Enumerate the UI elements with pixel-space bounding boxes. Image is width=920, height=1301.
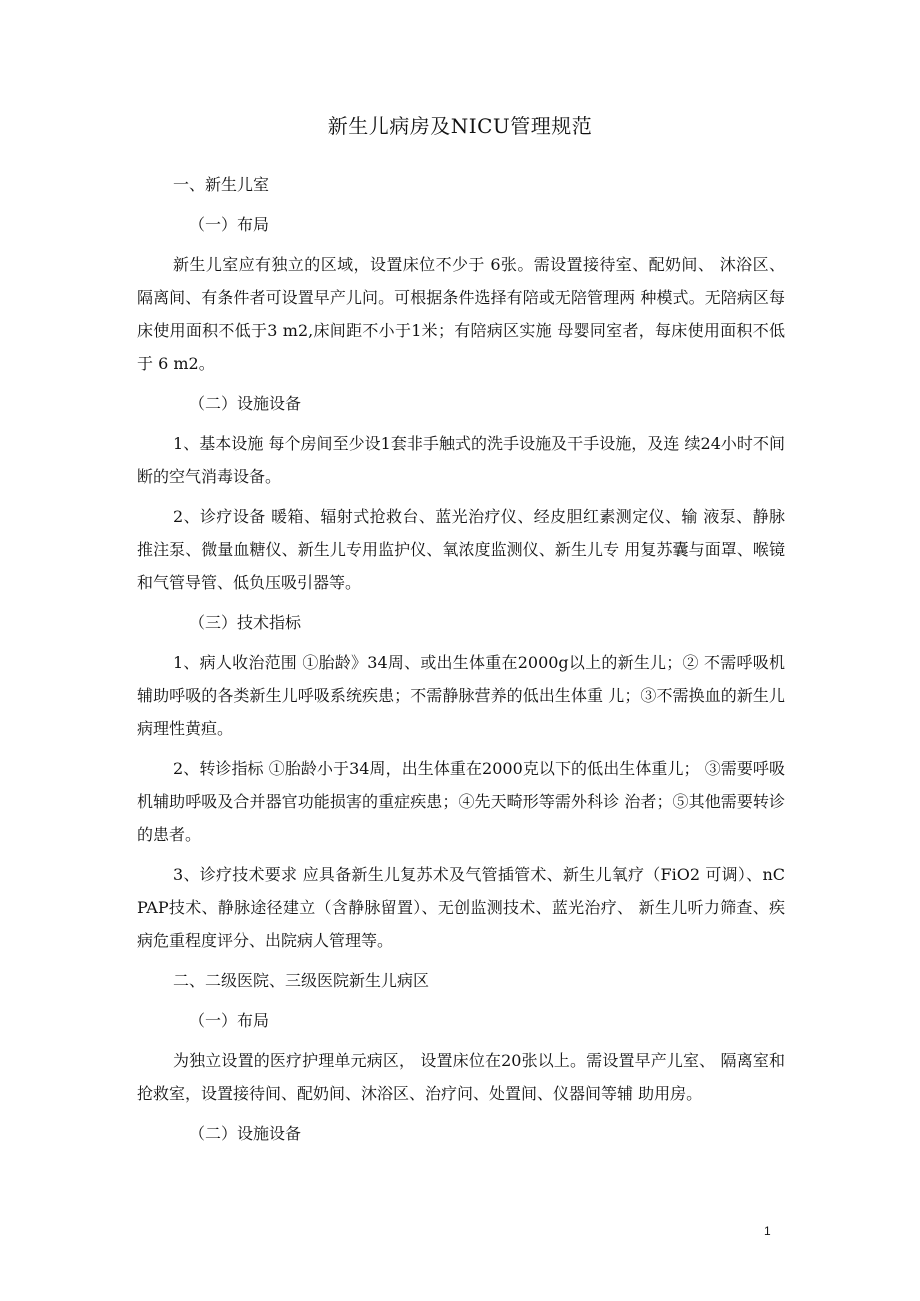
document-title: 新生儿病房及NICU管理规范 [327,114,593,138]
page-number: 1 [764,1224,771,1238]
section-heading-2: 二、二级医院、三级医院新生儿病区 [173,971,430,990]
subsection-heading-facilities-2: （二）设施设备 [189,1124,302,1143]
subsection-heading-facilities: （二）设施设备 [189,394,302,413]
section-heading-1: 一、新生儿室 [173,175,270,194]
paragraph-layout-2: 为独立设置的医疗护理单元病区， 设置床位在20张以上。需设置早产儿室、 隔离室和抢救室，设置接待间、配奶间、沐浴区、治疗问、处置间、仪器间等辅 助用房。 [137,1051,785,1103]
subsection-heading-layout-2: （一）布局 [189,1011,270,1030]
paragraph-referral-criteria: 2、转诊指标 ①胎龄小于34周，出生体重在2000克以下的低出生体重儿； ③需要呼吸机辅助呼吸及合并器官功能损害的重症疾患；④先天畸形等需外科诊 治者；⑤其他需要转诊的患者。 [137,759,785,844]
subsection-heading-technical: （三）技术指标 [189,613,302,632]
paragraph-technical-requirements: 3、诊疗技术要求 应具备新生儿复苏术及气管插管术、新生儿氧疗（FiO2 可调）、nCPAP技术、静脉途径建立（含静脉留置）、无创监测技术、蓝光治疗、 新生儿听力筛查、疾病危重程度评分、出院病人管理等。 [137,865,785,950]
paragraph-basic-facilities: 1、基本设施 每个房间至少设1套非手触式的洗手设施及干手设施，及连 续24小时不间断的空气消毒设备。 [137,434,785,486]
document-body [137,168,785,1157]
paragraph-admission-scope: 1、病人收治范围 ①胎龄》34周、或出生体重在2000g以上的新生儿；② 不需呼吸机辅助呼吸的各类新生儿呼吸系统疾患；不需静脉营养的低出生体重 儿；③不需换血的新生儿病理性黄疸。 [137,653,785,738]
paragraph-layout: 新生儿室应有独立的区域，设置床位不少于 6张。需设置接待室、配奶间、 沐浴区、隔离间、有条件者可设置早产儿问。可根据条件选择有陪或无陪管理两 种模式。无陪病区每床使用面积不低于3 m2,床间距不小于1米；有陪病区实施 母婴同室者，每床使用面积不低于 6 m2。 [137,255,785,373]
subsection-heading-layout: （一）布局 [189,215,270,234]
paragraph-medical-equipment: 2、诊疗设备 暖箱、辐射式抢救台、蓝光治疗仪、经皮胆红素测定仪、输 液泵、静脉推注泵、微量血糖仪、新生儿专用监护仪、氧浓度监测仪、新生儿专 用复苏囊与面罩、喉镜和气管导管、低负压吸引器等。 [137,507,785,592]
